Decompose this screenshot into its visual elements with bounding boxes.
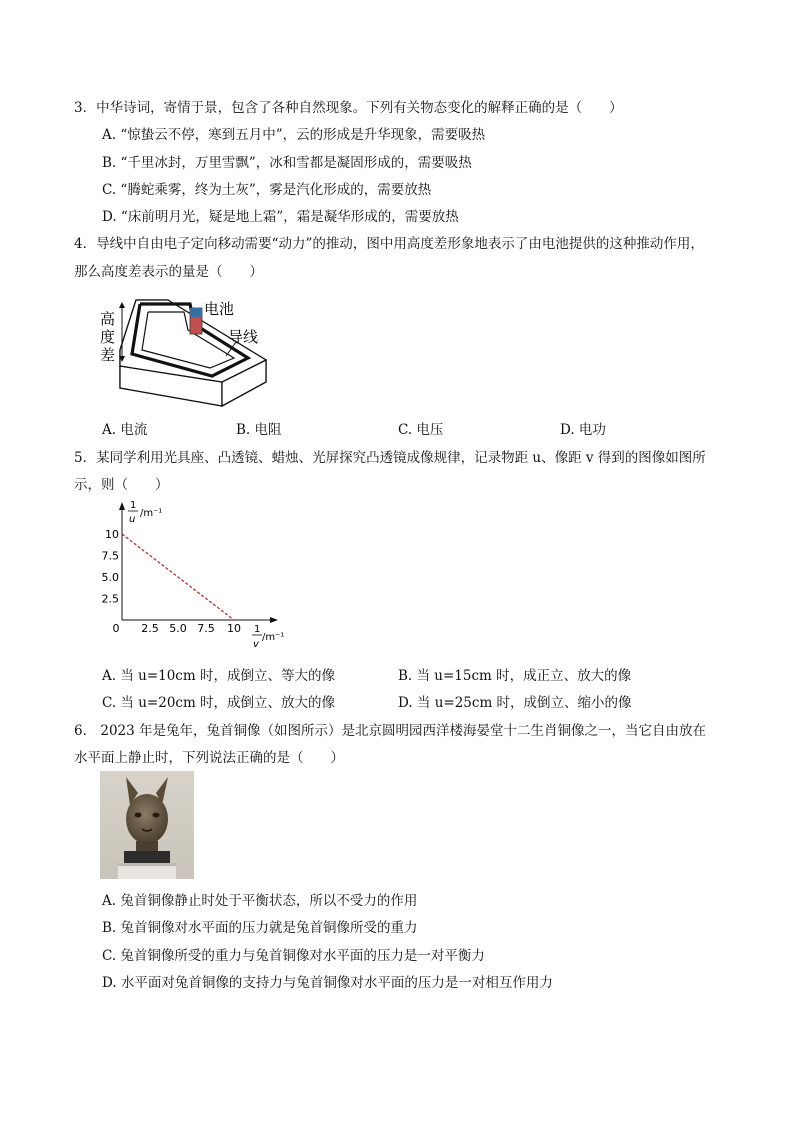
q4-option-b: B. 电阻 — [236, 422, 282, 438]
q4-option-c: C. 电压 — [398, 422, 444, 438]
q5-option-a: A. 当 u=10cm 时，成倒立、等大的像 — [102, 668, 335, 684]
q6-option-c: C. 兔首铜像所受的重力与兔首铜像对水平面的压力是一对平衡力 — [102, 948, 485, 964]
q3-stem: 3．中华诗词，寄情于景，包含了各种自然现象。下列有关物态变化的解释正确的是（ ） — [74, 100, 623, 116]
q4-stem-line2: 那么高度差表示的量是（ ） — [74, 264, 263, 280]
y-tick-label: 2.5 — [101, 592, 119, 606]
q5-option-d: D. 当 u=25cm 时，成倒立、缩小的像 — [398, 695, 632, 711]
q6-option-d: D. 水平面对兔首铜像的支持力与兔首铜像对水平面的压力是一对相互作用力 — [102, 975, 553, 991]
x-label-den: v — [253, 639, 259, 650]
y-axis-arrow — [119, 502, 125, 510]
q4-option-d: D. 电功 — [560, 422, 606, 438]
q6-stem-line2: 水平面上静止时，下列说法正确的是（ ） — [74, 750, 344, 766]
q6-option-a: A. 兔首铜像静止时处于平衡状态，所以不受力的作用 — [102, 893, 418, 909]
q4-stem-line1: 4．导线中自由电子定向移动需要“动力”的推动，图中用高度差形象地表示了由电池提供的这种推动作用， — [74, 236, 704, 252]
rabbit-head-bronze-photo — [100, 771, 194, 879]
x-tick-label: 7.5 — [197, 622, 215, 635]
x-tick-label: 0 — [112, 622, 120, 635]
q4-battery-figure — [98, 290, 278, 412]
q3-option-b: B. “千里冰封，万里雪飘”，冰和雪都是凝固形成的，需要吸热 — [102, 155, 472, 171]
q5-stem-line2: 示，则（ ） — [74, 477, 169, 493]
q6-option-b: B. 兔首铜像对水平面的压力就是兔首铜像所受的重力 — [102, 920, 418, 936]
x-label-unit: /m⁻¹ — [262, 632, 285, 643]
q4-option-a: A. 电流 — [102, 422, 148, 438]
y-tick-label: 7.5 — [101, 549, 119, 563]
y-label-num: 1 — [130, 500, 137, 511]
x-tick-label: 5.0 — [169, 622, 187, 635]
x-axis-arrow — [270, 617, 278, 623]
q5-option-c: C. 当 u=20cm 时，成倒立、放大的像 — [102, 695, 336, 711]
q5-chart — [96, 496, 296, 656]
q3-option-a: A. “惊蛰云不停，寒到五月中”，云的形成是升华现象，需要吸热 — [102, 127, 486, 143]
q3-option-c: C. “腾蛇乘雾，终为土灰”，雾是汽化形成的，需要放热 — [102, 182, 432, 198]
q6-stem-line1: 6． 2023 年是兔年，兔首铜像（如图所示）是北京圆明园西洋楼海晏堂十二生肖铜像之一，当它自由放在 — [74, 723, 707, 739]
x-tick-label: 10 — [227, 622, 241, 635]
height-label-3: 差 — [100, 346, 116, 364]
x-tick-label: 2.5 — [141, 622, 159, 635]
y-label-den: u — [129, 514, 136, 525]
height-label-2: 度 — [100, 328, 116, 346]
series-line — [122, 534, 234, 620]
q3-option-d: D. “床前明月光，疑是地上霜”，霜是凝华形成的，需要放热 — [102, 209, 459, 225]
y-tick-label: 5.0 — [101, 571, 119, 584]
battery-label: 电池 — [204, 300, 235, 318]
q5-option-b: B. 当 u=15cm 时，成正立、放大的像 — [398, 668, 632, 684]
q5-stem-line1: 5．某同学利用光具座、凸透镜、蜡烛、光屏探究凸透镜成像规律，记录物距 u、像距 v 得到的图像如图所 — [74, 450, 706, 466]
wire-label: 导线 — [228, 328, 259, 346]
height-label-1: 高 — [100, 310, 116, 328]
y-label-unit: /m⁻¹ — [140, 508, 163, 519]
y-tick-label: 10 — [105, 528, 119, 541]
x-label-num: 1 — [254, 624, 261, 635]
